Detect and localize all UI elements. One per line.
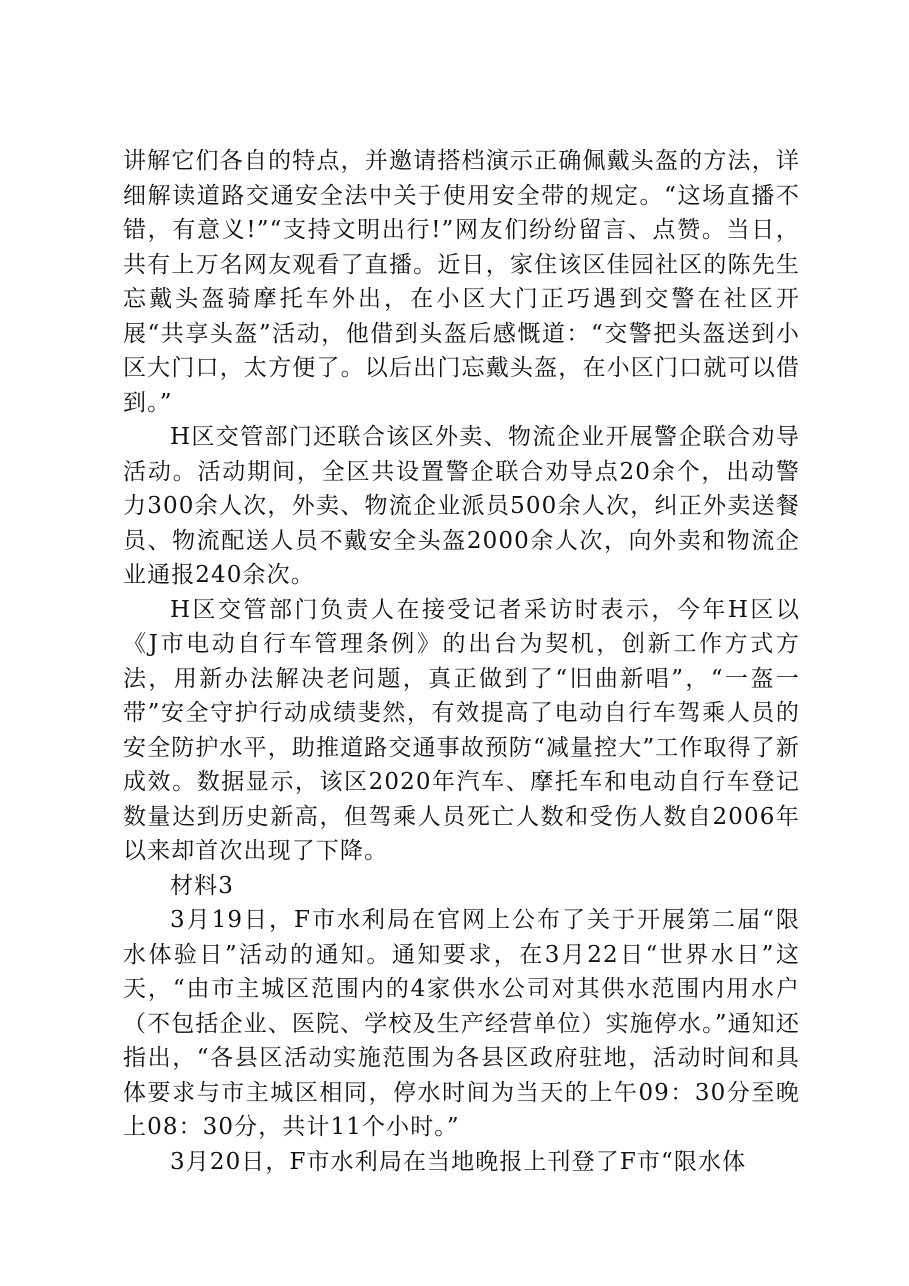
paragraph-3: H区交管部门负责人在接受记者采访时表示，今年H区以《J市电动自行车管理条例》的出台为契机，创新工作方式方法，用新办法解决老问题，真正做到了“旧曲新唱”，“一盔一带”安全守护行动成绩斐然，有效提高了电动自行车驾乘人员的安全防护水平，助推道路交通事故预防“减量控大”工作取得了新成效。数据显示，该区2020年汽车、摩托车和电动自行车登记数量达到历史新高，但驾乘人员死亡人数和受伤人数自2006年以来却首次出现了下降。 xyxy=(123,596,800,864)
paragraph-1: 讲解它们各自的特点，并邀请搭档演示正确佩戴头盔的方法，详细解读道路交通安全法中关于使用安全带的规定。“这场直播不错，有意义!”“支持文明出行!”网友们纷纷留言、点赞。当日，共有上万名网友观看了直播。近日，家住该区佳园社区的陈先生忘戴头盔骑摩托车外出，在小区大门正巧遇到交警在社区开展“共享头盔”活动，他借到头盔后感慨道：“交警把头盔送到小区大门口，太方便了。以后出门忘戴头盔，在小区门口就可以借到。” xyxy=(123,148,800,416)
paragraph-2: H区交管部门还联合该区外卖、物流企业开展警企联合劝导活动。活动期间，全区共设置警企联合劝导点20余个，出动警力300余人次，外卖、物流企业派员500余人次，纠正外卖送餐员、物流配送人员不戴安全头盔2000余人次，向外卖和物流企业通报240余次。 xyxy=(123,424,800,588)
paragraph-5: 3月20日，F市水利局在当地晚报上刊登了F市“限水体 xyxy=(170,1148,747,1175)
material-heading: 材料3 xyxy=(170,872,234,899)
document-page xyxy=(123,144,800,1179)
paragraph-4: 3月19日，F市水利局在官网上公布了关于开展第二届“限水体验日”活动的通知。通知要求，在3月22日“世界水日”这天，“由市主城区范围内的4家供水公司对其供水范围内用水户（不包括企业、医院、学校及生产经营单位）实施停水。”通知还指出，“各县区活动实施范围为各县区政府驻地，活动时间和具体要求与市主城区相同，停水时间为当天的上午09：30分至晚上08：30分，共计11个小时。” xyxy=(123,907,800,1140)
